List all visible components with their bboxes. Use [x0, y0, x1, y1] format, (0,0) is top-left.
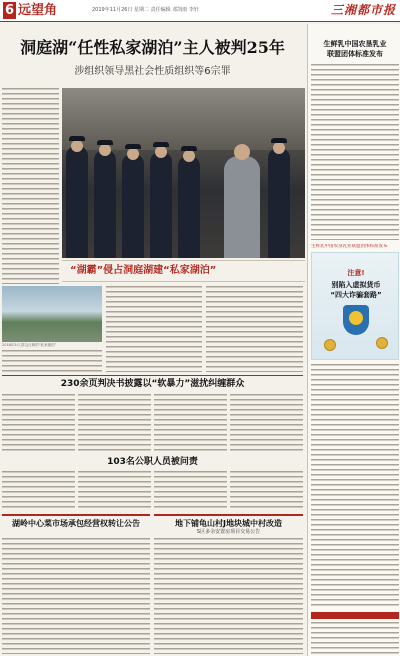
- right-story-title-line1: 生鲜乳中国农垦乳业: [323, 40, 387, 48]
- lead-body-text: [2, 88, 59, 284]
- ad-title-line1: 注意!: [347, 269, 365, 277]
- right-story2-body: [311, 364, 399, 608]
- date-line: 2019年11月26日 星期二 责任编辑 邓凯雨 李轩: [92, 7, 199, 13]
- page-number: 6: [4, 3, 15, 18]
- story2-body-col3: [154, 394, 227, 452]
- story2-body-col1: [2, 394, 75, 452]
- notice-1: [2, 514, 150, 656]
- coin-icon: [324, 339, 336, 351]
- notice-1-title: 湖岭中心菜市场承包经营权转让公告: [12, 519, 140, 528]
- story2-body-col4: [230, 394, 303, 452]
- story2-body-col2: [78, 394, 151, 452]
- right-column: [307, 24, 400, 656]
- main-column: [0, 24, 305, 656]
- ad-title-line2: 别陷入虚拟货币: [331, 281, 381, 289]
- right-story-body: [311, 64, 399, 240]
- lead-subheadline: 涉组织领导黑社会性质组织等6宗罪: [74, 66, 231, 77]
- ad-title-line3: “四大诈骗套路”: [330, 291, 382, 299]
- paper-logo: 三湘都市报: [330, 3, 396, 17]
- notice-2-body: [154, 538, 303, 654]
- masthead: [0, 0, 400, 22]
- notice-bar: [311, 612, 399, 619]
- story2-headline: 230余页判决书披露以“软暴力”滋扰纠缠群众: [60, 379, 245, 389]
- shield-icon: [343, 305, 369, 335]
- section-name: 远望角: [18, 3, 58, 18]
- story3-body-col4: [230, 471, 303, 509]
- notice-2: [154, 514, 303, 656]
- lead-headline: 洞庭湖“任性私家湖泊”主人被判25年: [20, 38, 285, 57]
- lead-body-col3: [206, 286, 303, 372]
- notice-1-body: [2, 538, 150, 654]
- coin-icon: [376, 337, 388, 349]
- scam-warning-ad: [311, 252, 399, 360]
- story3-headline: 103名公职人员被问责: [107, 457, 198, 467]
- notice-2-title: 地下铺龟山村J地块城中村改造: [175, 519, 282, 528]
- right-story-title-line2: 联盟团体标准发布: [327, 50, 383, 58]
- promo-link: 生鲜乳中国农垦乳业联盟团体标准发布: [311, 244, 388, 249]
- lead-body-continued: [2, 350, 102, 372]
- lake-photo-caption: 2018年5月,群众反映的“私家湖泊”: [2, 343, 57, 347]
- lake-photo: [2, 286, 102, 342]
- courtroom-photo: [62, 88, 305, 258]
- story3-body-col2: [78, 471, 151, 509]
- story3-body-col1: [2, 471, 75, 509]
- story3-body-col3: [154, 471, 227, 509]
- notice-2-subtitle: S区多余安置房项目交易公告: [196, 529, 261, 535]
- divider-rule: [2, 375, 303, 376]
- lead-body-col2: [106, 286, 202, 372]
- pull-quote: “湖霸”侵占洞庭湖建“私家湖泊”: [70, 265, 217, 276]
- right-notice-body: [311, 622, 399, 654]
